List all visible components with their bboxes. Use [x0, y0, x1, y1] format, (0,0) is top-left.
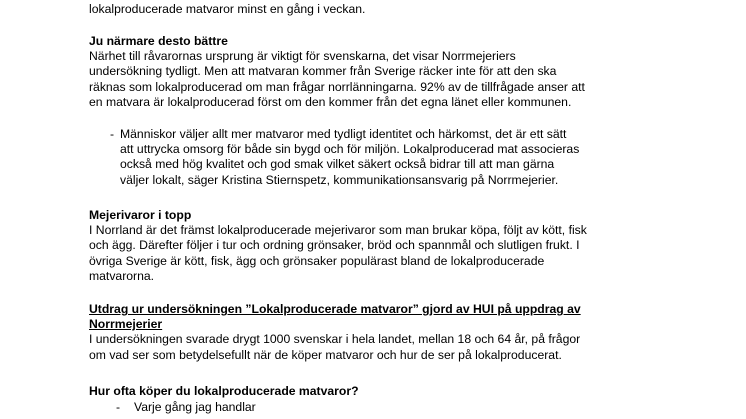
paragraph-line: matvarorna. — [89, 268, 155, 283]
section-heading-near: Ju närmare desto bättre — [89, 34, 228, 48]
intro-line: lokalproducerade matvaror minst en gång i veckan. — [89, 2, 366, 16]
paragraph-line: om vad ser som betydelsefullt när de köper matvaror och hur de ser på lokalproducerat. — [89, 347, 562, 362]
section-dairy — [89, 208, 689, 284]
quote-dash: - — [110, 127, 115, 141]
section-heading-dairy: Mejerivaror i topp — [89, 208, 192, 222]
quote-line: Människor väljer allt mer matvaror med tydligt identitet och härkomst, det är ett sätt — [120, 127, 567, 141]
paragraph-line: en matvara är lokalproducerad först om den kommer från det egna länet eller kommunen. — [89, 94, 572, 109]
paragraph-line: och ägg. Därefter följer i tur och ordning grönsaker, bröd och spannmål och slutligen frukt. I — [89, 238, 580, 253]
paragraph-line: räknas som lokalproducerad om man frågar norrlänningarna. 92% av de tillfrågade anser att — [89, 79, 585, 94]
quote-line: att uttrycka omsorg för både sin bygd och för miljön. Lokalproducerad mat associeras — [120, 142, 580, 157]
paragraph-line: övriga Sverige är kött, fisk, ägg och grönsaker populärast bland de lokalproducerade — [89, 253, 545, 268]
bullet-item: Varje gång jag handlar — [134, 400, 256, 414]
section-heading-excerpt: Utdrag ur undersökningen ”Lokalproducerade matvaror” gjord av HUI på uppdrag av — [89, 302, 581, 316]
bullet-dash: - — [116, 400, 121, 414]
quote-block — [120, 127, 720, 188]
paragraph-line: I Norrland är det främst lokalproducerade mejerivaror som man brukar köpa, följt av kött, fisk — [89, 223, 587, 238]
section-heading-excerpt: Norrmejerier — [89, 317, 163, 332]
quote-line: också med hög kvalitet och god smak vilket säkert också bidrar till att man gärna — [120, 157, 555, 172]
quote-line: väljer lokalt, säger Kristina Stiernspetz, kommunikationsansvarig på Norrmejerier. — [120, 172, 559, 187]
section-excerpt — [89, 302, 689, 363]
section-near — [89, 34, 689, 110]
section-heading-question: Hur ofta köper du lokalproducerade matvaror? — [89, 384, 359, 398]
paragraph-line: undersökning tydligt. Men att matvaran kommer från Sverige räcker inte för att den ska — [89, 64, 557, 79]
paragraph-line: Närhet till råvarornas ursprung är viktigt för svenskarna, det visar Norrmejeriers — [89, 49, 516, 64]
paragraph-line: I undersökningen svarade drygt 1000 svenskar i hela landet, mellan 18 och 64 år, på frågor — [89, 332, 581, 347]
